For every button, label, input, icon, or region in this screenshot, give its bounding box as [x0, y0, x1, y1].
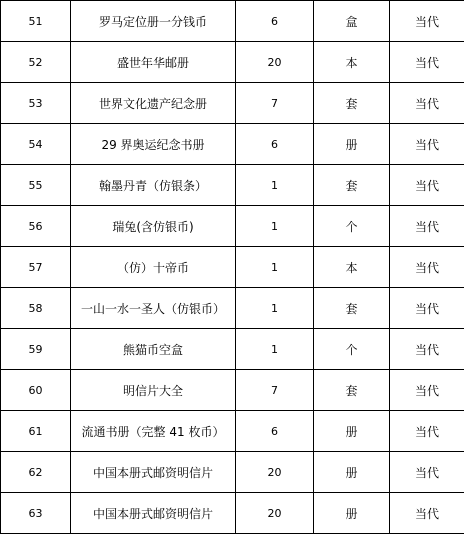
item-number-cell: 53 — [1, 83, 71, 124]
item-unit-cell: 个 — [314, 329, 390, 370]
item-name-cell: 翰墨丹青（仿银条） — [71, 165, 236, 206]
item-quantity-cell: 6 — [236, 124, 314, 165]
table-row — [1, 206, 464, 247]
table-row — [1, 124, 464, 165]
item-name-cell: 一山一水一圣人（仿银币） — [71, 288, 236, 329]
item-era-cell: 当代 — [390, 288, 464, 329]
table-row — [1, 288, 464, 329]
item-quantity-cell: 1 — [236, 329, 314, 370]
table-row — [1, 42, 464, 83]
table-row — [1, 370, 464, 411]
item-number-cell: 63 — [1, 493, 71, 534]
item-unit-cell: 册 — [314, 124, 390, 165]
item-quantity-cell: 20 — [236, 42, 314, 83]
item-number-cell: 59 — [1, 329, 71, 370]
item-quantity-cell: 1 — [236, 288, 314, 329]
item-name-cell: 熊猫币空盒 — [71, 329, 236, 370]
item-era-cell: 当代 — [390, 165, 464, 206]
item-name-cell: 罗马定位册一分钱币 — [71, 1, 236, 42]
item-unit-cell: 本 — [314, 247, 390, 288]
item-name-cell: 中国本册式邮资明信片 — [71, 452, 236, 493]
inventory-table-body — [1, 1, 464, 534]
item-era-cell: 当代 — [390, 83, 464, 124]
item-quantity-cell: 20 — [236, 452, 314, 493]
item-name-cell: 明信片大全 — [71, 370, 236, 411]
table-row — [1, 83, 464, 124]
item-number-cell: 62 — [1, 452, 71, 493]
item-quantity-cell: 1 — [236, 206, 314, 247]
table-row — [1, 1, 464, 42]
item-unit-cell: 本 — [314, 42, 390, 83]
item-number-cell: 57 — [1, 247, 71, 288]
table-row — [1, 493, 464, 534]
item-number-cell: 61 — [1, 411, 71, 452]
item-name-cell: 盛世年华邮册 — [71, 42, 236, 83]
item-era-cell: 当代 — [390, 1, 464, 42]
item-unit-cell: 套 — [314, 165, 390, 206]
item-era-cell: 当代 — [390, 370, 464, 411]
item-number-cell: 60 — [1, 370, 71, 411]
item-era-cell: 当代 — [390, 206, 464, 247]
item-number-cell: 58 — [1, 288, 71, 329]
item-quantity-cell: 20 — [236, 493, 314, 534]
item-unit-cell: 套 — [314, 288, 390, 329]
item-era-cell: 当代 — [390, 42, 464, 83]
item-unit-cell: 册 — [314, 452, 390, 493]
item-quantity-cell: 7 — [236, 83, 314, 124]
item-name-cell: （仿）十帝币 — [71, 247, 236, 288]
item-era-cell: 当代 — [390, 247, 464, 288]
item-quantity-cell: 1 — [236, 165, 314, 206]
item-number-cell: 56 — [1, 206, 71, 247]
item-unit-cell: 盒 — [314, 1, 390, 42]
item-era-cell: 当代 — [390, 493, 464, 534]
item-era-cell: 当代 — [390, 452, 464, 493]
item-quantity-cell: 6 — [236, 1, 314, 42]
item-era-cell: 当代 — [390, 124, 464, 165]
item-name-cell: 29 界奥运纪念书册 — [71, 124, 236, 165]
table-row — [1, 452, 464, 493]
item-number-cell: 55 — [1, 165, 71, 206]
item-number-cell: 51 — [1, 1, 71, 42]
item-quantity-cell: 6 — [236, 411, 314, 452]
item-name-cell: 中国本册式邮资明信片 — [71, 493, 236, 534]
item-number-cell: 52 — [1, 42, 71, 83]
item-unit-cell: 套 — [314, 370, 390, 411]
table-row — [1, 247, 464, 288]
item-unit-cell: 套 — [314, 83, 390, 124]
table-row — [1, 411, 464, 452]
table-row — [1, 329, 464, 370]
item-name-cell: 世界文化遗产纪念册 — [71, 83, 236, 124]
table-row — [1, 165, 464, 206]
item-quantity-cell: 1 — [236, 247, 314, 288]
item-name-cell: 瑞兔(含仿银币) — [71, 206, 236, 247]
item-era-cell: 当代 — [390, 329, 464, 370]
item-unit-cell: 个 — [314, 206, 390, 247]
item-unit-cell: 册 — [314, 493, 390, 534]
item-unit-cell: 册 — [314, 411, 390, 452]
item-name-cell: 流通书册（完整 41 枚币） — [71, 411, 236, 452]
item-era-cell: 当代 — [390, 411, 464, 452]
item-number-cell: 54 — [1, 124, 71, 165]
item-quantity-cell: 7 — [236, 370, 314, 411]
